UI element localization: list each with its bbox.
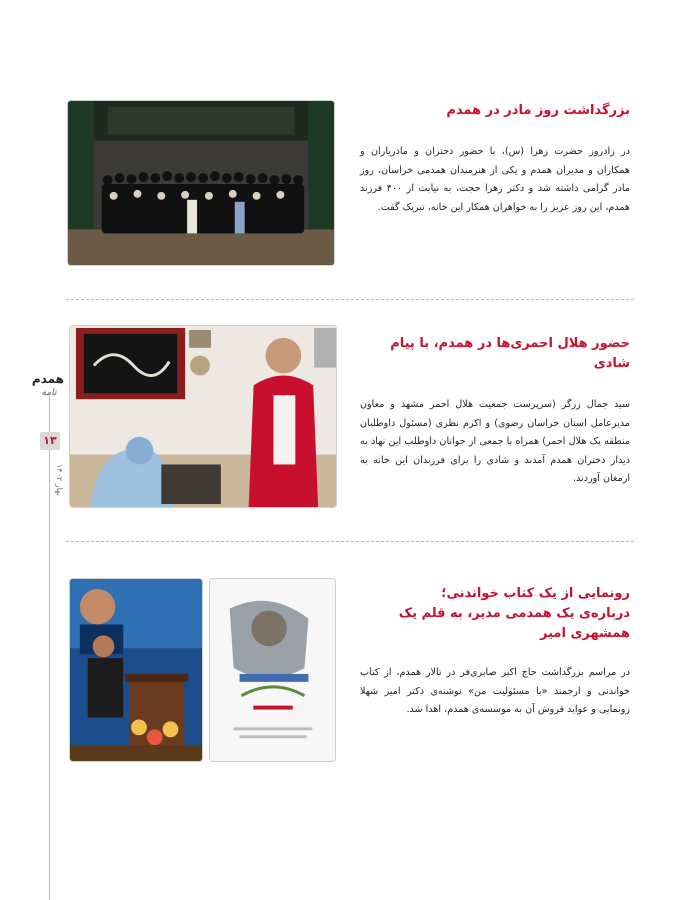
issue-date: بهار ۱۴۰۲ [55, 464, 64, 496]
book-cover-image [209, 578, 336, 762]
article-separator [66, 299, 634, 300]
article-book-launch [360, 584, 630, 720]
body-mothers-day: در زادروز حضرت زهرا (س)، با حضور دختران و مادریاران و همکاران و مدیران همدم و یکی از هنرمندان همدمی خراسان، روز مادر گرامی داشته شد و دکتر زهرا حجت، به نیابت از ۴۰۰ فرزند همدم، این روز عزیز را به خواهران همکار این خانه، تبریک گفت. [360, 146, 630, 213]
headline-book-launch-line2: درباره‌ی یک همدمی مدیر، به قلم یک همشهری امیر [398, 606, 630, 641]
magazine-logo [31, 372, 64, 398]
mothers-day-group-photo [67, 100, 335, 266]
headline-mothers-day: بزرگداشت روز مادر در همدم [446, 103, 630, 118]
article-mothers-day [360, 101, 630, 217]
headline-book-launch [360, 584, 630, 644]
red-crescent-visit-photo [69, 325, 337, 508]
book-launch-speaker-photo [69, 578, 203, 762]
article-red-crescent [360, 334, 630, 489]
page-number: ۱۳ [40, 432, 60, 450]
headline-book-launch-line1: رونمایی از یک کتاب خواندنی؛ [441, 586, 630, 601]
headline-red-crescent: حضور هلال احمری‌ها در همدم، با پیام شادی [390, 336, 630, 371]
article-separator [66, 541, 634, 542]
body-book-launch: در مراسم بزرگداشت حاج اکبر صابری‌فر در تالار همدم، از کتاب خواندنی و ارجمند «با مسئولیت من» نوشته‌ی دکتر امیر شهلا رونمایی و عواید فروش آن به موسسه‌ی همدم، اهدا شد. [360, 667, 630, 716]
magazine-logo-text: همدم [31, 372, 64, 386]
magazine-logo-sub: نامه [41, 388, 57, 398]
body-red-crescent: سید جمال زرگر (سرپرست جمعیت هلال احمر مشهد و معاون مدیرعامل استان خراسان رضوی) و اکرم نظری (مسئول داوطلبان منطقه یک هلال احمر) همراه با جمعی از جوانان داوطلب این نهاد به دیدار دختران همدم آمدند و شادی را برای فرزندان این خانه به ارمغان آوردند. [360, 399, 630, 485]
